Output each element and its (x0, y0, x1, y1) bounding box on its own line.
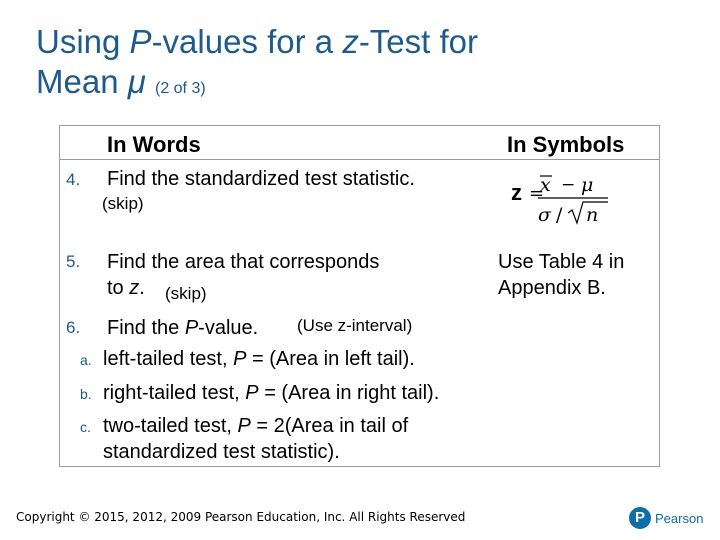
step-6-number: 6. (66, 318, 81, 337)
step-5-skip-note: (skip) (165, 284, 207, 303)
formula-equals: = (529, 183, 545, 204)
title-text: -values for a (151, 23, 343, 60)
pearson-logo-icon: P (629, 507, 651, 529)
table-header-divider (59, 159, 660, 160)
step-6c-text: two-tailed test, P = 2(Area in tail of (103, 415, 409, 437)
title-text: Using (36, 23, 130, 60)
step-5-symbols-line-2: Appendix B. (498, 277, 606, 299)
step-6-note: (Use z-interval) (297, 316, 413, 335)
formula-mu: μ (581, 174, 594, 196)
step-6a-text: left-tailed test, P = (Area in left tail). (103, 348, 415, 370)
title-text: -Test for (358, 23, 479, 60)
title-mu-symbol: μ (127, 63, 146, 100)
formula-slash: / (556, 204, 563, 226)
step-5-text-line-1: Find the area that corresponds (107, 251, 380, 273)
step-6b-text: right-tailed test, P = (Area in right tail). (103, 382, 440, 404)
step-6b-label: b. (80, 386, 92, 402)
title-page-indicator: (2 of 3) (154, 80, 206, 97)
title-p-variable: P (129, 23, 152, 60)
step-6a-label: a. (80, 352, 92, 368)
formula-z: z (511, 180, 522, 205)
step-5-z-variable: z (129, 277, 140, 299)
step-4-skip-note: (skip) (102, 194, 144, 213)
title-text: Mean (36, 63, 128, 100)
formula-n: n (586, 204, 599, 226)
step-6c-text-line-2: standardized test statistic). (103, 441, 340, 463)
title-line-1 (36, 22, 478, 62)
formula-sigma: σ (538, 204, 551, 226)
header-in-words: In Words (107, 132, 201, 157)
header-in-symbols: In Symbols (507, 132, 625, 157)
step-6-text: Find the P-value. (107, 317, 259, 339)
title-line-2 (36, 62, 478, 109)
pearson-logo (629, 506, 703, 530)
step-5-number: 5. (66, 252, 81, 271)
pearson-logo-text: Pearson (655, 510, 704, 526)
step-6c-label: c. (80, 419, 91, 435)
title-z-variable: z (342, 23, 359, 60)
z-statistic-formula (508, 168, 618, 228)
step-5-text-line-2: to z. (107, 277, 145, 299)
slide-title (36, 22, 478, 109)
step-4-text: Find the standardized test statistic. (107, 168, 415, 190)
formula-minus: − (561, 175, 576, 195)
formula-xbar: x (540, 174, 551, 196)
step-4-number: 4. (66, 170, 81, 189)
copyright-notice: Copyright © 2015, 2012, 2009 Pearson Education, Inc. All Rights Reserved (16, 510, 466, 524)
step-6-p-variable: P (184, 317, 199, 339)
step-5-symbols-line-1: Use Table 4 in (498, 251, 625, 273)
